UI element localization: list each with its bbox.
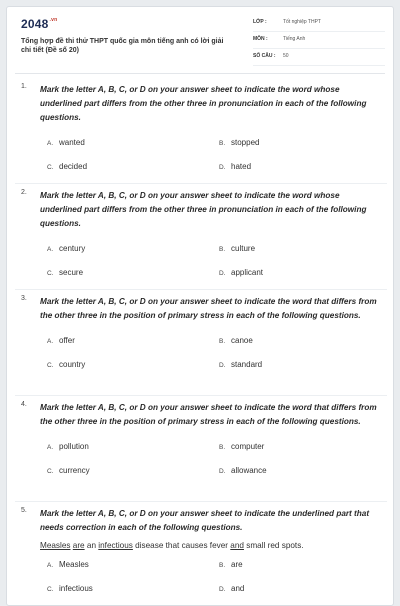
sentence-part: are <box>72 541 85 550</box>
meta-value: Tiếng Anh <box>283 36 306 42</box>
meta-row-count <box>253 53 385 66</box>
option-text: infectious <box>59 584 93 593</box>
option-text: allowance <box>231 466 267 475</box>
option-text: applicant <box>231 268 264 277</box>
option-c[interactable] <box>47 466 90 475</box>
answer-options <box>21 323 383 371</box>
option-text: Measles <box>59 560 89 569</box>
meta-label: SỐ CÂU : <box>253 53 276 59</box>
option-c[interactable] <box>47 268 83 277</box>
option-text: decided <box>59 162 88 171</box>
option-b[interactable] <box>219 138 259 147</box>
option-letter: B. <box>219 444 226 451</box>
sentence-part: Measles <box>40 541 71 550</box>
option-b[interactable] <box>219 336 253 345</box>
answer-options <box>21 550 383 598</box>
meta-row-subject <box>253 36 385 49</box>
option-a[interactable] <box>47 560 89 569</box>
option-letter: D. <box>219 468 226 475</box>
option-a[interactable] <box>47 244 85 253</box>
question-text: Mark the letter A, B, C, or D on your answer sheet to indicate the word whose underlined part differs from the other three in pronunciation in each of the following questions. <box>40 85 367 122</box>
question-text: Mark the letter A, B, C, or D on your answer sheet to indicate the underlined part that needs correction in each of the following questions. <box>40 509 370 532</box>
meta-label: MÔN : <box>253 36 268 42</box>
option-d[interactable] <box>219 584 244 593</box>
document-title: Tổng hợp đề thi thử THPT quốc gia môn tiếng anh có lời giải chi tiết (Đề số 20) <box>21 38 224 54</box>
option-d[interactable] <box>219 162 251 171</box>
question-number: 4. <box>21 401 27 408</box>
worksheet-page <box>6 6 394 606</box>
option-text: culture <box>231 244 256 253</box>
option-text: secure <box>59 268 84 277</box>
question-1 <box>21 83 383 173</box>
question-divider <box>15 501 387 502</box>
answer-options <box>21 231 383 279</box>
sentence-part: an <box>84 541 99 550</box>
option-letter: D. <box>219 270 226 277</box>
option-c[interactable] <box>47 162 87 171</box>
option-letter: D. <box>219 586 226 593</box>
question-number: 3. <box>21 295 27 302</box>
option-d[interactable] <box>219 268 263 277</box>
option-b[interactable] <box>219 560 243 569</box>
option-letter: A. <box>47 562 54 569</box>
question-5 <box>21 507 383 598</box>
question-divider <box>15 183 387 184</box>
option-a[interactable] <box>47 336 75 345</box>
option-letter: C. <box>47 270 54 277</box>
option-text: wanted <box>59 138 85 147</box>
option-letter: B. <box>219 562 226 569</box>
option-text: hated <box>231 162 252 171</box>
option-a[interactable] <box>47 138 85 147</box>
worksheet-header <box>7 7 393 73</box>
sentence-part: infectious <box>98 541 133 550</box>
question-text: Mark the letter A, B, C, or D on your answer sheet to indicate the word that differs from the other three in the position of primary stress in each of the following questions. <box>40 297 377 320</box>
option-text: standard <box>231 360 263 369</box>
question-number: 5. <box>21 507 27 514</box>
option-letter: D. <box>219 164 226 171</box>
option-text: pollution <box>59 442 89 451</box>
answer-options <box>21 429 383 477</box>
option-text: computer <box>231 442 265 451</box>
question-3 <box>21 295 383 371</box>
option-letter: A. <box>47 246 54 253</box>
question-sentence <box>40 541 383 550</box>
option-letter: B. <box>219 338 226 345</box>
option-letter: A. <box>47 140 54 147</box>
sentence-part: disease that causes fever <box>132 541 231 550</box>
option-text: stopped <box>231 138 260 147</box>
sentence-part: small red spots. <box>243 541 304 550</box>
option-letter: C. <box>47 468 54 475</box>
option-letter: A. <box>47 444 54 451</box>
answer-options <box>21 125 383 173</box>
logo-suffix: .vn <box>49 17 58 23</box>
option-d[interactable] <box>219 360 262 369</box>
option-d[interactable] <box>219 466 267 475</box>
option-b[interactable] <box>219 442 264 451</box>
option-c[interactable] <box>47 360 85 369</box>
option-text: canoe <box>231 336 253 345</box>
document-meta <box>253 19 385 70</box>
question-4 <box>21 401 383 477</box>
sentence-part: and <box>230 541 244 550</box>
option-letter: B. <box>219 140 226 147</box>
question-number: 1. <box>21 83 27 90</box>
meta-value: Tốt nghiệp THPT <box>283 19 321 25</box>
option-letter: D. <box>219 362 226 369</box>
meta-label: LỚP : <box>253 19 267 25</box>
question-number: 2. <box>21 189 27 196</box>
meta-value: 50 <box>283 53 289 59</box>
option-a[interactable] <box>47 442 89 451</box>
option-letter: C. <box>47 586 54 593</box>
option-text: currency <box>59 466 90 475</box>
option-letter: C. <box>47 164 54 171</box>
question-text: Mark the letter A, B, C, or D on your answer sheet to indicate the word that differs from the other three in the position of primary stress in each of the following questions. <box>40 403 377 426</box>
option-letter: A. <box>47 338 54 345</box>
option-c[interactable] <box>47 584 93 593</box>
question-2 <box>21 189 383 279</box>
option-letter: B. <box>219 246 226 253</box>
question-divider <box>15 289 387 290</box>
option-letter: C. <box>47 362 54 369</box>
question-divider <box>15 395 387 396</box>
option-text: and <box>231 584 245 593</box>
option-text: offer <box>59 336 75 345</box>
option-text: country <box>59 360 86 369</box>
option-b[interactable] <box>219 244 255 253</box>
option-text: are <box>231 560 243 569</box>
question-text: Mark the letter A, B, C, or D on your answer sheet to indicate the word whose underlined part differs from the other three in pronunciation in each of the following questions. <box>40 191 367 228</box>
option-text: century <box>59 244 86 253</box>
meta-row-class <box>253 19 385 32</box>
header-divider <box>15 73 385 74</box>
logo-text: 2048 <box>21 17 49 31</box>
